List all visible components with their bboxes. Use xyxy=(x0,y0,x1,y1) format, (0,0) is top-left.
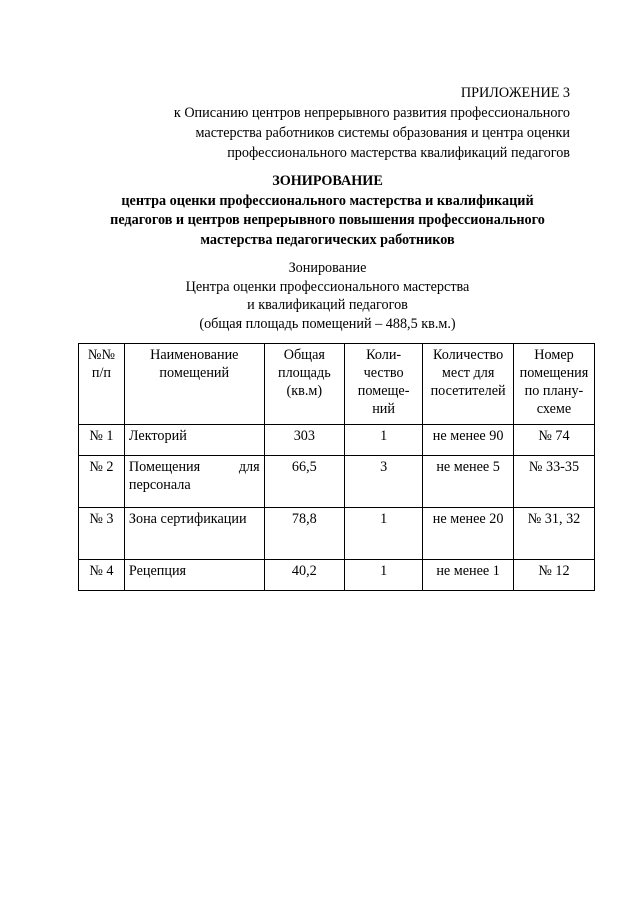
cell-room-count: 3 xyxy=(345,456,423,508)
header-number: №№ п/п xyxy=(79,344,125,425)
cell-plan-number: № 31, 32 xyxy=(513,508,594,560)
cell-seats: не менее 1 xyxy=(423,560,514,591)
header-seats: Количество мест для посетителей xyxy=(423,344,514,425)
header-room-count: Коли-чество помеще-ний xyxy=(345,344,423,425)
cell-plan-number: № 12 xyxy=(513,560,594,591)
caption-line: и квалификаций педагогов xyxy=(247,297,408,313)
cell-number: № 1 xyxy=(79,425,125,456)
cell-room-name: Рецепция xyxy=(124,560,264,591)
cell-number: № 3 xyxy=(79,508,125,560)
table-header-row xyxy=(79,344,595,425)
cell-number: № 2 xyxy=(79,456,125,508)
cell-seats: не менее 90 xyxy=(423,425,514,456)
cell-area: 40,2 xyxy=(264,560,344,591)
heading-line: центра оценки профессионального мастерства и квалификаций xyxy=(121,192,534,209)
heading-line: педагогов и центров непрерывного повышения профессионального xyxy=(110,212,545,228)
cell-room-name: Лекторий xyxy=(124,425,264,456)
table-row xyxy=(79,560,595,591)
cell-room-name: Зона сертификации xyxy=(124,508,264,560)
header-area: Общая площадь (кв.м) xyxy=(264,344,344,425)
appendix-line: к Описанию центров непрерывного развития профессионального xyxy=(173,105,570,121)
cell-room-name: Помещения для персонала xyxy=(124,456,264,508)
cell-area: 303 xyxy=(264,425,344,456)
cell-room-count: 1 xyxy=(345,560,423,591)
appendix-line: профессионального мастерства квалификаций педагогов xyxy=(227,145,570,161)
cell-number: № 4 xyxy=(79,560,125,591)
cell-plan-number: № 74 xyxy=(513,425,594,456)
header-room-name: Наименование помещений xyxy=(124,344,264,425)
cell-seats: не менее 20 xyxy=(423,508,514,560)
table-row xyxy=(79,508,595,560)
heading-line: мастерства педагогических работников xyxy=(200,231,455,248)
cell-room-count: 1 xyxy=(345,425,423,456)
appendix-number: ПРИЛОЖЕНИЕ 3 xyxy=(460,85,570,101)
header-plan-number: Номер помещения по плану-схеме xyxy=(513,344,594,425)
table-row xyxy=(79,425,595,456)
caption-title: Зонирование xyxy=(288,260,367,276)
table-caption xyxy=(60,259,595,333)
caption-total-area: (общая площадь помещений – 488,5 кв.м.) xyxy=(199,315,456,332)
heading-title: ЗОНИРОВАНИЕ xyxy=(272,173,383,189)
caption-line: Центра оценки профессионального мастерства xyxy=(185,278,470,295)
cell-plan-number: № 33-35 xyxy=(513,456,594,508)
cell-seats: не менее 5 xyxy=(423,456,514,508)
cell-room-count: 1 xyxy=(345,508,423,560)
zoning-table xyxy=(78,343,595,591)
cell-area: 66,5 xyxy=(264,456,344,508)
appendix-note xyxy=(174,83,570,163)
document-heading xyxy=(60,172,595,250)
cell-area: 78,8 xyxy=(264,508,344,560)
appendix-line: мастерства работников системы образования и центра оценки xyxy=(195,125,570,141)
table-row xyxy=(79,456,595,508)
